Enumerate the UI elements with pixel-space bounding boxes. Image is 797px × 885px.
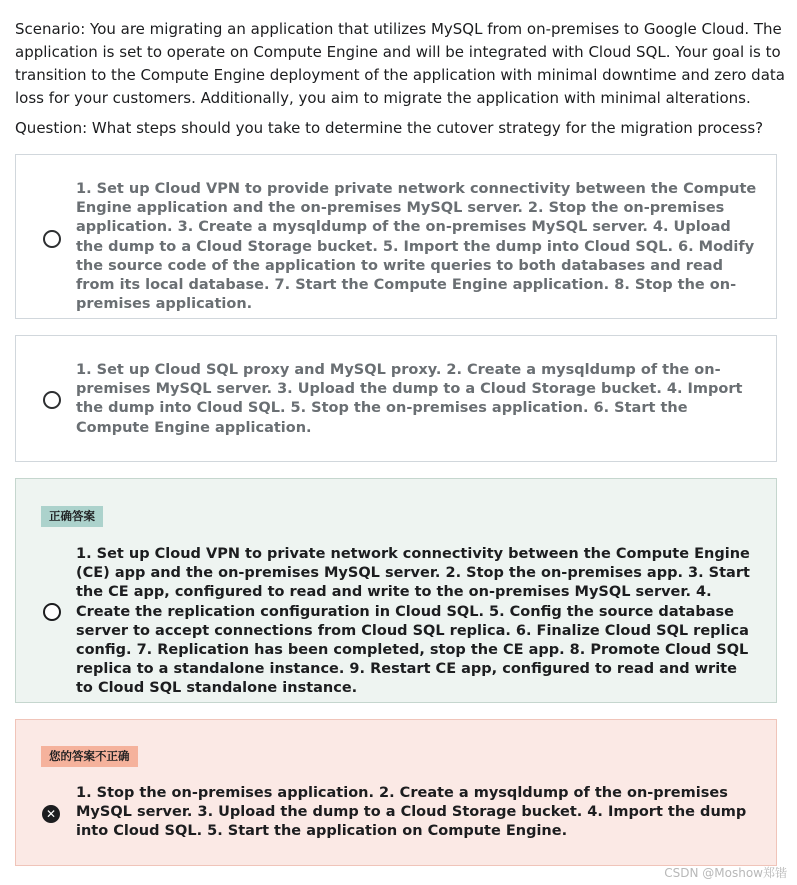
radio-button[interactable] [43, 391, 61, 409]
correct-answer-badge: 正确答案 [41, 506, 103, 527]
radio-button[interactable] [43, 230, 61, 248]
option-text: 1. Set up Cloud VPN to private network connectivity between the Compute Engine (CE) app and the on-premises MySQL server. 2. Stop the on-premises app. 3. Start the CE app, configured to read and write to the on-premises MySQL server. 4. Create the replication configuration in Cloud SQL. 5. Config the source database server to accept connections from Cloud SQL replica. 6. Finalize Cloud SQL replica config. 7. Replication has been completed, stop the CE app. 8. Promote Cloud SQL replica to a standalone instance. 9. Restart CE app, configured to read and write to Cloud SQL standalone instance. [76, 546, 750, 697]
answer-option-4[interactable] [15, 719, 777, 866]
radio-button[interactable] [43, 603, 61, 621]
incorrect-answer-badge: 您的答案不正确 [41, 746, 138, 767]
option-text: 1. Set up Cloud VPN to provide private network connectivity between the Compute Engine application and the on-premises MySQL server. 2. Stop the on-premises application. 3. Create a mysqldump of the on-premises MySQL server. 4. Upload the dump to a Cloud Storage bucket. 5. Import the dump into Cloud SQL. 6. Modify the source code of the application to write queries to both databases and read from its local database. 7. Start the Compute Engine application. 8. Stop the on-premises application. [76, 181, 757, 313]
watermark: CSDN @Moshow郑锴 [664, 866, 787, 880]
answer-option-3[interactable] [15, 478, 777, 703]
option-text: 1. Set up Cloud SQL proxy and MySQL proxy. 2. Create a mysqldump of the on-premises MySQL server. 3. Upload the dump to a Cloud Storage bucket. 4. Import the dump into Cloud SQL. 5. Stop the on-premises application. 6. Start the Compute Engine application. [76, 362, 743, 436]
selected-wrong-icon[interactable]: ✕ [42, 805, 60, 823]
question-text: Question: What steps should you take to determine the cutover strategy for the migration process? [15, 119, 764, 137]
option-text: 1. Stop the on-premises application. 2. Create a mysqldump of the on-premises MySQL server. 3. Upload the dump to a Cloud Storage bucket. 4. Import the dump into Cloud SQL. 5. Start the application on Compute Engine. [76, 785, 747, 840]
answer-option-2[interactable] [15, 335, 777, 462]
scenario-text: Scenario: You are migrating an application that utilizes MySQL from on-premises to Google Cloud. The application is set to operate on Compute Engine and will be integrated with Cloud SQL. Your goal is to transition to the Compute Engine deployment of the application with minimal downtime and zero data loss for your customers. Additionally, you aim to migrate the application with minimal alterations. [15, 20, 785, 107]
answer-option-1[interactable] [15, 154, 777, 319]
